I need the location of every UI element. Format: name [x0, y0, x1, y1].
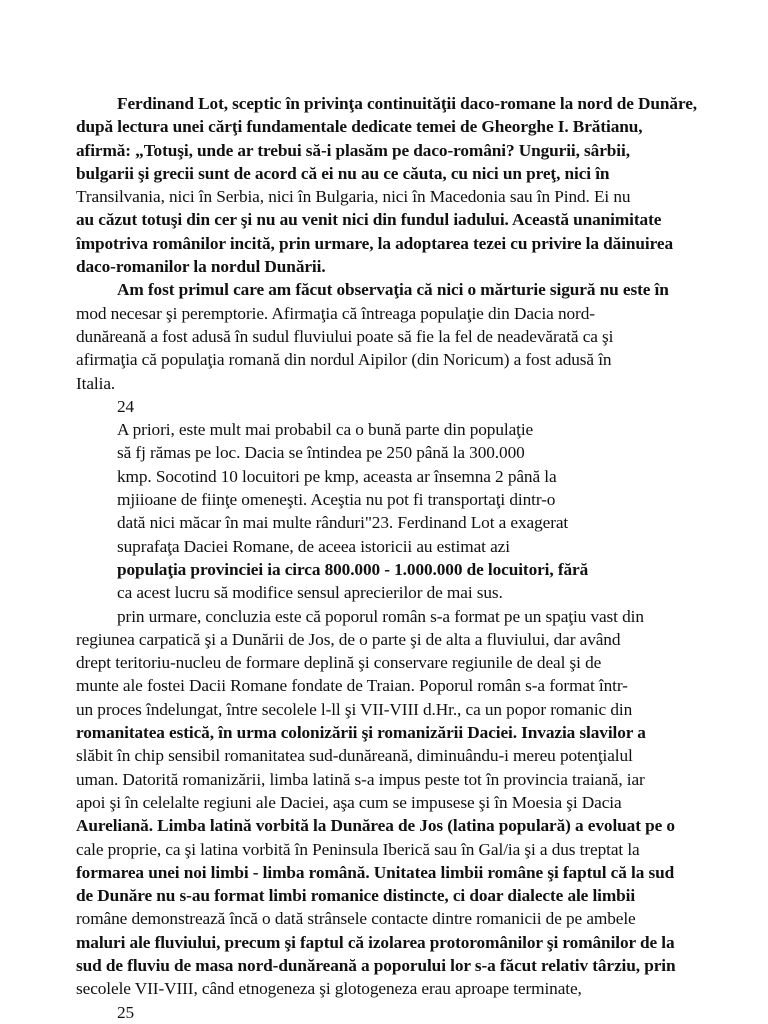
text-line: mjiioane de fiinţe omeneşti. Aceştia nu pot fi transportaţi dintr-o	[117, 490, 556, 510]
text-line: împotriva românilor incită, prin urmare, la adoptarea tezei cu privire la dăinuirea	[76, 233, 673, 253]
text-line: apoi şi în celelalte regiuni ale Daciei, aşa cum se impusese şi în Moesia şi Dacia	[76, 792, 622, 812]
text-line: regiunea carpatică şi a Dunării de Jos, de o parte şi de alta a fluviului, dar având	[76, 629, 621, 649]
text-line: bulgarii şi grecii sunt de acord că ei nu au ce căuta, cu nici un preţ, nici în	[76, 163, 610, 183]
text-line: kmp. Socotind 10 locuitori pe kmp, aceasta ar însemna 2 până la	[117, 466, 557, 486]
text-line: sud de fluviu de masa nord-dunăreană a poporului lor s-a făcut relativ târziu, prin	[76, 955, 676, 975]
text-line: Aureliană. Limba latină vorbită la Dunărea de Jos (latina populară) a evoluat pe o	[76, 816, 675, 836]
text-line: slăbit în chip sensibil romanitatea sud-dunăreană, diminuându-i mereu potenţialul	[76, 746, 633, 766]
text-line: afirmă: „Totuşi, unde ar trebui să-i plasăm pe daco-români? Ungurii, sârbii,	[76, 140, 630, 160]
text-line: mod necesar şi peremptorie. Afirmaţia că întreaga populaţie din Dacia nord-	[76, 303, 595, 323]
text-line: Am fost primul care am făcut observaţia că nici o mărturie sigură nu este în	[117, 280, 669, 300]
text-line: secolele VII-VIII, când etnogeneza şi glotogeneza erau aproape terminate,	[76, 979, 582, 999]
text-line: au căzut totuşi din cer şi nu au venit nici din fundul iadului. Această unanimitate	[76, 210, 662, 230]
text-line: prin urmare, concluzia este că poporul român s-a format pe un spaţiu vast din	[117, 606, 644, 626]
text-line: un proces îndelungat, între secolele l-ll şi VII-VIII d.Hr., ca un popor romanic din	[76, 699, 633, 719]
text-line: maluri ale fluviului, precum şi faptul că izolarea protoromânilor şi românilor de la	[76, 932, 675, 952]
text-line: uman. Datorită romanizării, limba latină s-a impus peste tot în provincia traiană, iar	[76, 769, 645, 789]
page-number: 25	[117, 1002, 135, 1022]
text-line: dată nici măcar în mai multe rânduri"23. Ferdinand Lot a exagerat	[117, 513, 569, 533]
text-line: dunăreană a fost adusă în sudul fluviului poate să fie la fel de neadevărată ca şi	[76, 326, 614, 346]
text-line: populaţia provinciei ia circa 800.000 - 1.000.000 de locuitori, fără	[117, 559, 589, 579]
text-line: Italia.	[76, 373, 116, 393]
text-line: după lectura unei cărţi fundamentale dedicate temei de Gheorghe I. Brătianu,	[76, 117, 643, 137]
text-line: Transilvania, nici în Serbia, nici în Bulgaria, nici în Macedonia sau în Pind. Ei nu	[76, 187, 631, 207]
text-line: romanitatea estică, în urma colonizării şi romanizării Daciei. Invazia slavilor a	[76, 723, 646, 743]
text-line: daco-romanilor la nordul Dunării.	[76, 257, 326, 277]
text-line: cale proprie, ca şi latina vorbită în Peninsula Iberică sau în Gal/ia şi a dus treptat la	[76, 839, 640, 859]
text-line: afirmaţia că populaţia romană din nordul Aipilor (din Noricum) a fost adusă în	[76, 350, 612, 370]
text-line: A priori, este mult mai probabil ca o bună parte din populaţie	[117, 420, 534, 440]
text-line: de Dunăre nu s-au format limbi romanice distincte, ci doar dialecte ale limbii	[76, 886, 636, 906]
text-line: munte ale fostei Dacii Romane fondate de Traian. Poporul român s-a format într-	[76, 676, 628, 696]
document-page	[76, 92, 698, 1024]
text-line: drept teritoriu-nucleu de formare deplină şi conservare regiunile de deal şi de	[76, 653, 602, 673]
text-line: suprafaţa Daciei Romane, de aceea istoricii au estimat azi	[117, 536, 510, 556]
text-line: române demonstrează încă o dată strânsele contacte dintre romanicii de pe ambele	[76, 909, 636, 929]
page-number: 24	[117, 396, 135, 416]
text-line: Ferdinand Lot, sceptic în privinţa continuităţii daco-romane la nord de Dunăre,	[117, 94, 698, 113]
text-line: să fj rămas pe loc. Dacia se întindea pe 250 până la 300.000	[117, 443, 525, 463]
text-line: ca acest lucru să modifice sensul aprecierilor de mai sus.	[117, 583, 503, 603]
text-line: formarea unei noi limbi - limba română. Unitatea limbii române şi faptul că la sud	[76, 862, 675, 882]
